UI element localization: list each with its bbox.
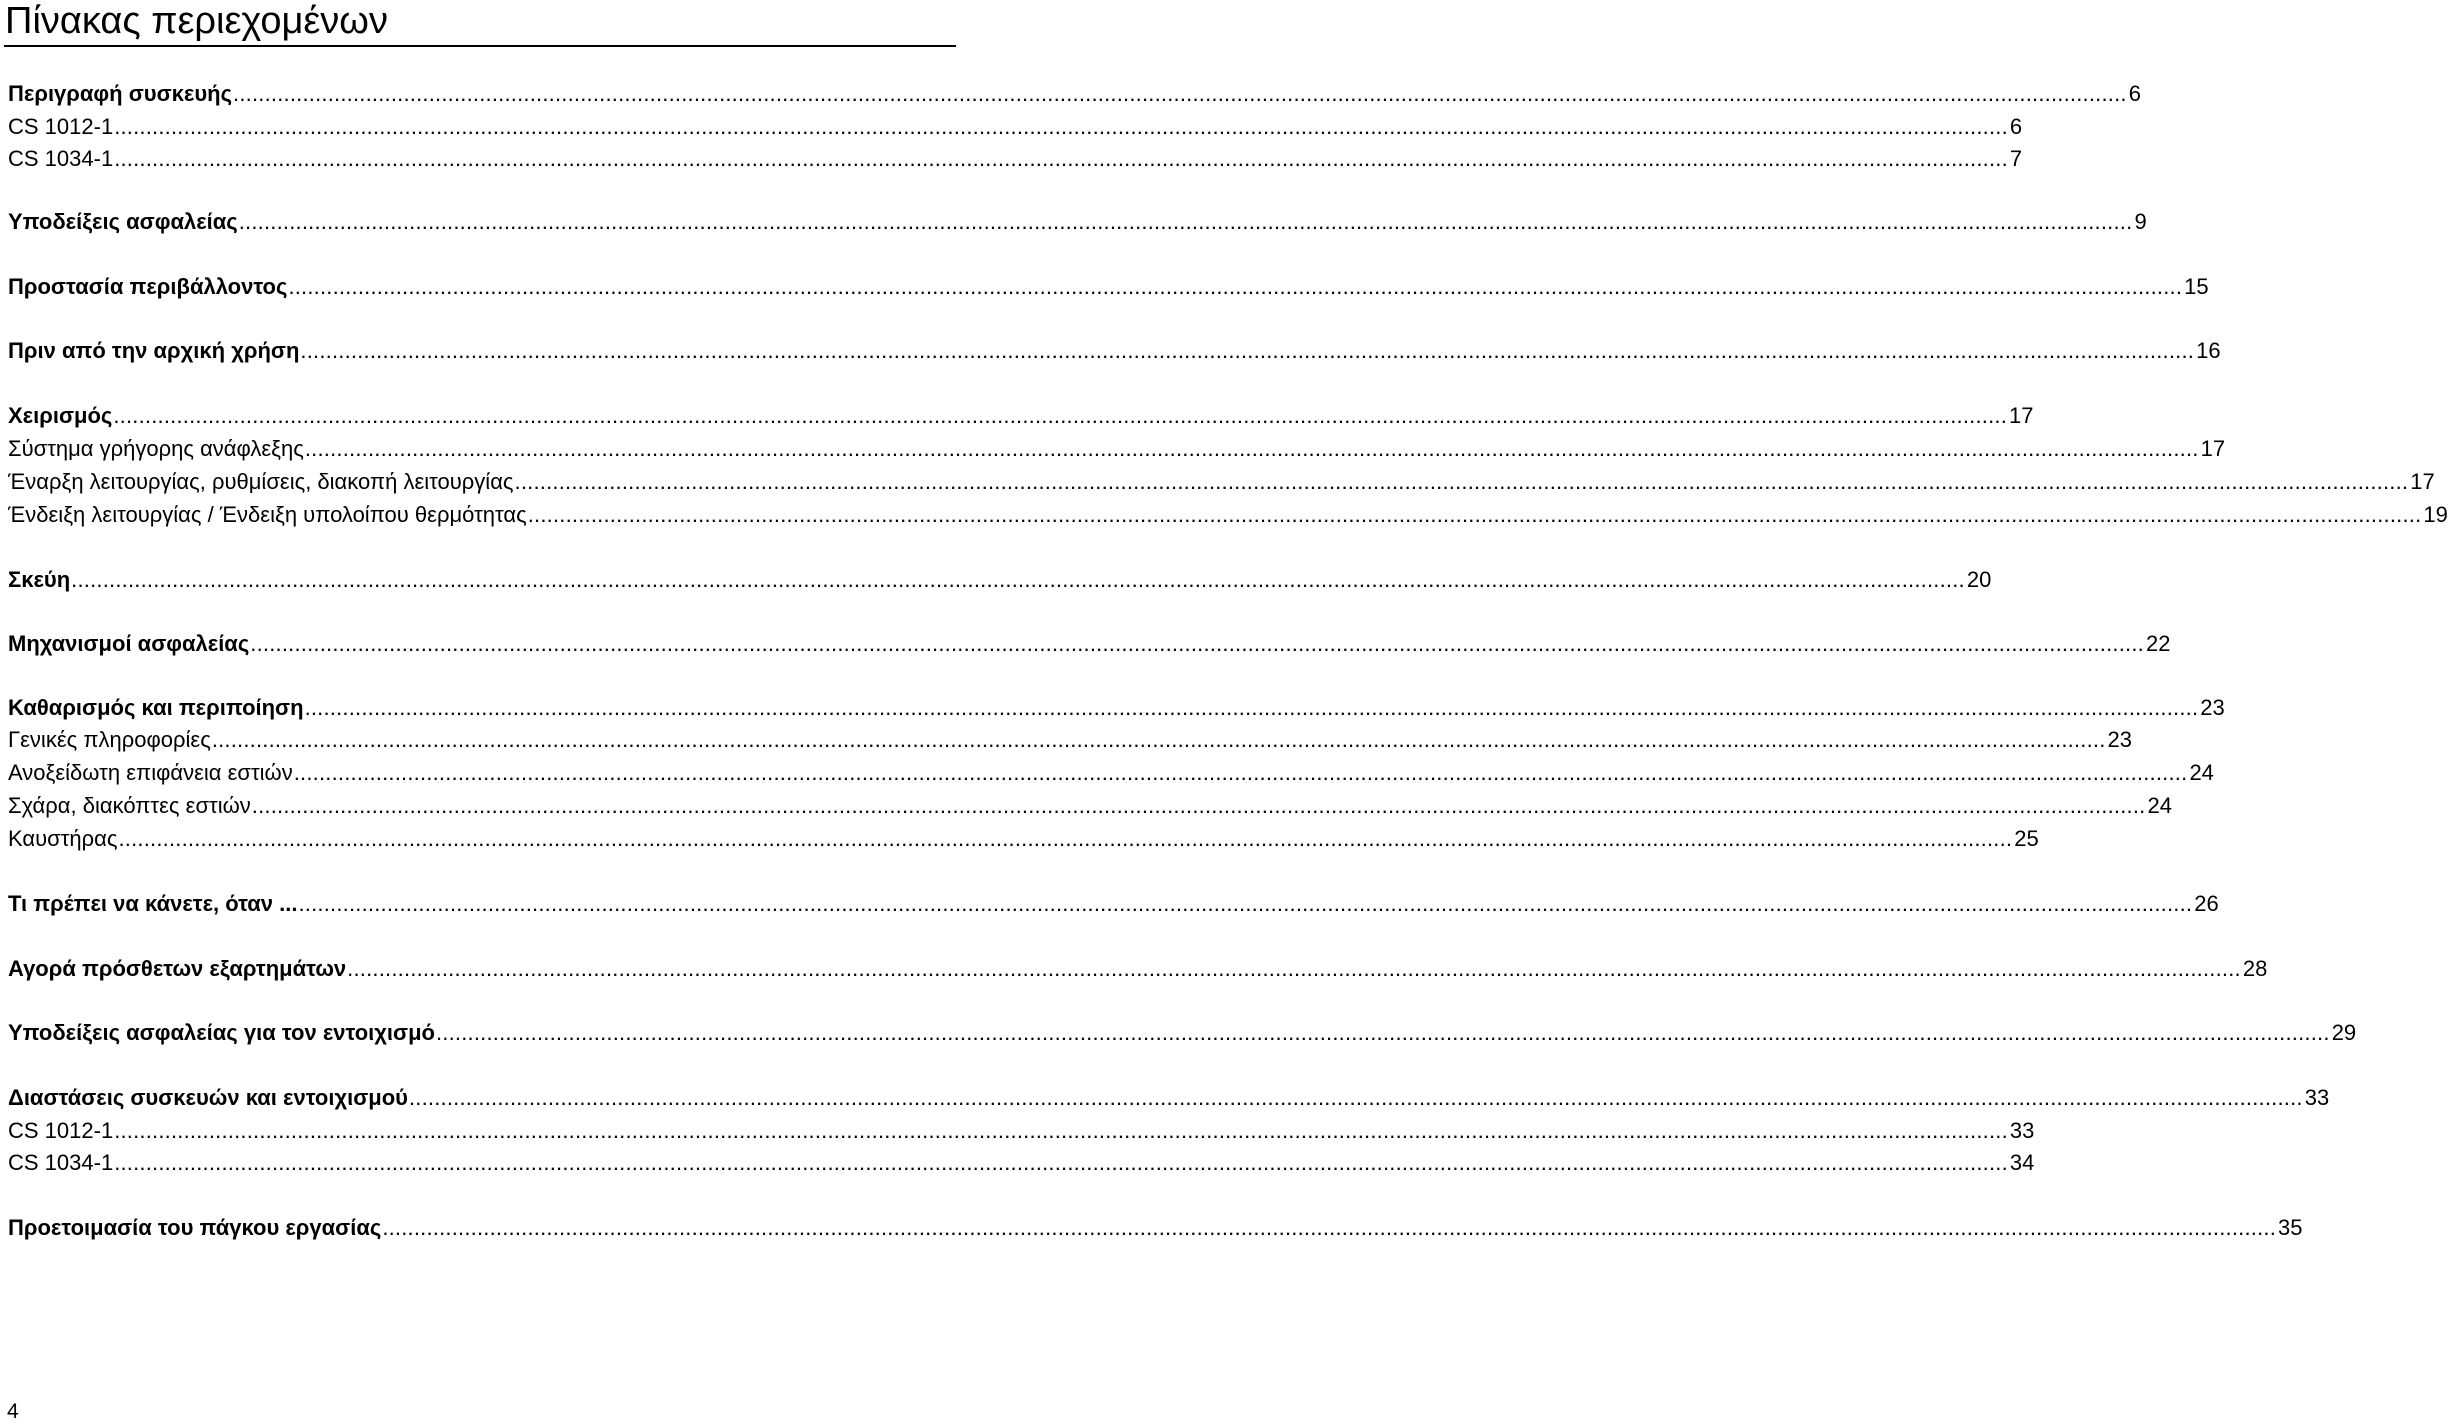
toc-dot-leader: ............................................................................................................................................................................................................................................................................................................ <box>527 502 2422 527</box>
toc-entry-title: Αγορά πρόσθετων εξαρτημάτων <box>8 956 347 981</box>
toc-entry-page: 28 <box>2242 956 2268 981</box>
toc-entry[interactable] <box>8 1147 2035 1179</box>
toc-dot-leader: ............................................................................................................................................................................................................................................................................................................ <box>304 436 2199 461</box>
toc-dot-leader: ............................................................................................................................................................................................................................................................................................................ <box>114 146 2008 171</box>
toc-entry[interactable] <box>8 466 2435 498</box>
toc-dot-leader: ............................................................................................................................................................................................................................................................................................................ <box>251 793 2146 818</box>
toc-entry-page: 23 <box>2107 727 2132 752</box>
toc-entry-title: Πριν από την αρχική χρήση <box>8 338 300 363</box>
toc-entry-page: 17 <box>2200 436 2226 461</box>
toc-entry[interactable] <box>8 692 2225 724</box>
toc-entry[interactable] <box>8 1115 2035 1147</box>
toc-entry[interactable] <box>8 823 2039 855</box>
toc-dot-leader: ............................................................................................................................................................................................................................................................................................................ <box>288 274 2183 299</box>
toc-entry-page: 6 <box>2128 81 2141 106</box>
toc-dot-leader: ............................................................................................................................................................................................................................................................................................................ <box>300 338 2195 363</box>
toc-entry-title: Σχάρα, διακόπτες εστιών <box>8 793 251 818</box>
toc-entry-page: 15 <box>2184 274 2209 299</box>
toc-entry-page: 33 <box>2304 1085 2330 1110</box>
toc-entry-title: Μηχανισμοί ασφαλείας <box>8 631 250 656</box>
toc-entry-page: 34 <box>2009 1150 2035 1175</box>
toc-dot-leader: ............................................................................................................................................................................................................................................................................................................ <box>114 1118 2008 1143</box>
toc-entry[interactable] <box>8 1017 2357 1049</box>
toc-entry-page: 20 <box>1966 567 1992 592</box>
toc-entry[interactable] <box>8 335 2221 367</box>
toc-entry-page: 6 <box>2009 114 2023 139</box>
toc-entry-page: 7 <box>2009 146 2023 171</box>
toc-dot-leader: ............................................................................................................................................................................................................................................................................................................ <box>114 114 2008 139</box>
toc-entry-title: Υποδείξεις ασφαλείας για τον εντοιχισμό <box>8 1020 435 1045</box>
toc-dot-leader: ............................................................................................................................................................................................................................................................................................................ <box>233 81 2127 106</box>
toc-entry-title: Καυστήρας <box>8 826 118 851</box>
toc-entry-title: Σύστημα γρήγορης ανάφλεξης <box>8 436 304 461</box>
page-number: 4 <box>7 1400 19 1423</box>
toc-entry-title: Σκεύη <box>8 567 71 592</box>
toc-entry-title: Ένδειξη λειτουργίας / Ένδειξη υπολοίπου θερμότητας <box>8 502 527 527</box>
toc-dot-leader: ............................................................................................................................................................................................................................................................................................................ <box>298 891 2193 916</box>
toc-entry[interactable] <box>8 628 2171 660</box>
toc-dot-leader: ............................................................................................................................................................................................................................................................................................................ <box>114 1150 2008 1175</box>
toc-entry-title: Ανοξείδωτη επιφάνεια εστιών <box>8 760 293 785</box>
toc-entry[interactable] <box>8 953 2268 985</box>
toc-entry[interactable] <box>8 1212 2303 1244</box>
toc-entry-title: Έναρξη λειτουργίας, ρυθμίσεις, διακοπή λειτουργίας <box>8 469 514 494</box>
page-title: Πίνακας περιεχομένων <box>5 0 388 42</box>
toc-dot-leader: ............................................................................................................................................................................................................................................................................................................ <box>514 469 2409 494</box>
toc-entry-page: 33 <box>2009 1118 2035 1143</box>
toc-entry[interactable] <box>8 78 2141 110</box>
toc-entry[interactable] <box>8 143 2023 175</box>
toc-dot-leader: ............................................................................................................................................................................................................................................................................................................ <box>211 727 2106 752</box>
toc-entry-title: CS 1034-1 <box>8 146 114 171</box>
toc-entry[interactable] <box>8 564 1992 596</box>
toc-entry-page: 24 <box>2189 760 2214 785</box>
toc-entry-page: 25 <box>2014 826 2039 851</box>
toc-entry-title: Καθαρισμός και περιποίηση <box>8 695 304 720</box>
toc-entry-page: 16 <box>2196 338 2221 363</box>
toc-entry-title: Περιγραφή συσκευής <box>8 81 233 106</box>
toc-entry[interactable] <box>8 499 2448 531</box>
toc-dot-leader: ............................................................................................................................................................................................................................................................................................................ <box>347 956 2241 981</box>
toc-entry[interactable] <box>8 790 2172 822</box>
toc-entry-page: 17 <box>2410 469 2435 494</box>
toc-entry[interactable] <box>8 724 2132 756</box>
toc-entry-title: CS 1012-1 <box>8 1118 114 1143</box>
toc-entry-page: 26 <box>2194 891 2219 916</box>
toc-entry-page: 17 <box>2009 403 2034 428</box>
toc-entry[interactable] <box>8 271 2209 303</box>
toc-dot-leader: ............................................................................................................................................................................................................................................................................................................ <box>382 1215 2277 1240</box>
toc-entry[interactable] <box>8 1082 2330 1114</box>
toc-dot-leader: ............................................................................................................................................................................................................................................................................................................ <box>293 760 2188 785</box>
toc-entry-page: 29 <box>2331 1020 2357 1045</box>
toc-entry-title: Προστασία περιβάλλοντος <box>8 274 288 299</box>
toc-dot-leader: ............................................................................................................................................................................................................................................................................................................ <box>409 1085 2303 1110</box>
toc-dot-leader: ............................................................................................................................................................................................................................................................................................................ <box>71 567 1965 592</box>
toc-entry[interactable] <box>8 111 2023 143</box>
toc-entry-title: Γενικές πληροφορίες <box>8 727 211 752</box>
toc-dot-leader: ............................................................................................................................................................................................................................................................................................................ <box>250 631 2144 656</box>
toc-dot-leader: ............................................................................................................................................................................................................................................................................................................ <box>238 209 2133 234</box>
toc-entry-title: Χειρισμός <box>8 403 113 428</box>
toc-entry-title: Υποδείξεις ασφαλείας <box>8 209 238 234</box>
toc-dot-leader: ............................................................................................................................................................................................................................................................................................................ <box>304 695 2199 720</box>
toc-entry-page: 24 <box>2147 793 2172 818</box>
toc-dot-leader: ............................................................................................................................................................................................................................................................................................................ <box>118 826 2013 851</box>
toc-dot-leader: ............................................................................................................................................................................................................................................................................................................ <box>435 1020 2330 1045</box>
toc-entry-title: Τι πρέπει να κάνετε, όταν ... <box>8 891 298 916</box>
toc-entry-page: 23 <box>2200 695 2225 720</box>
toc-entry[interactable] <box>8 206 2147 238</box>
toc-entry[interactable] <box>8 757 2214 789</box>
toc-entry-page: 35 <box>2278 1215 2303 1240</box>
toc-entry-title: Διαστάσεις συσκευών και εντοιχισμού <box>8 1085 408 1110</box>
toc-entry[interactable] <box>8 888 2219 920</box>
toc-entry-title: CS 1012-1 <box>8 114 114 139</box>
toc-entry-title: Προετοιμασία του πάγκου εργασίας <box>8 1215 382 1240</box>
toc-entry-page: 19 <box>2423 502 2448 527</box>
toc-entry-page: 22 <box>2145 631 2171 656</box>
toc-entry-page: 9 <box>2134 209 2147 234</box>
toc-entry-title: CS 1034-1 <box>8 1150 114 1175</box>
title-rule <box>4 45 956 47</box>
toc-entry[interactable] <box>8 400 2034 432</box>
toc-dot-leader: ............................................................................................................................................................................................................................................................................................................ <box>113 403 2008 428</box>
toc-entry[interactable] <box>8 433 2226 465</box>
